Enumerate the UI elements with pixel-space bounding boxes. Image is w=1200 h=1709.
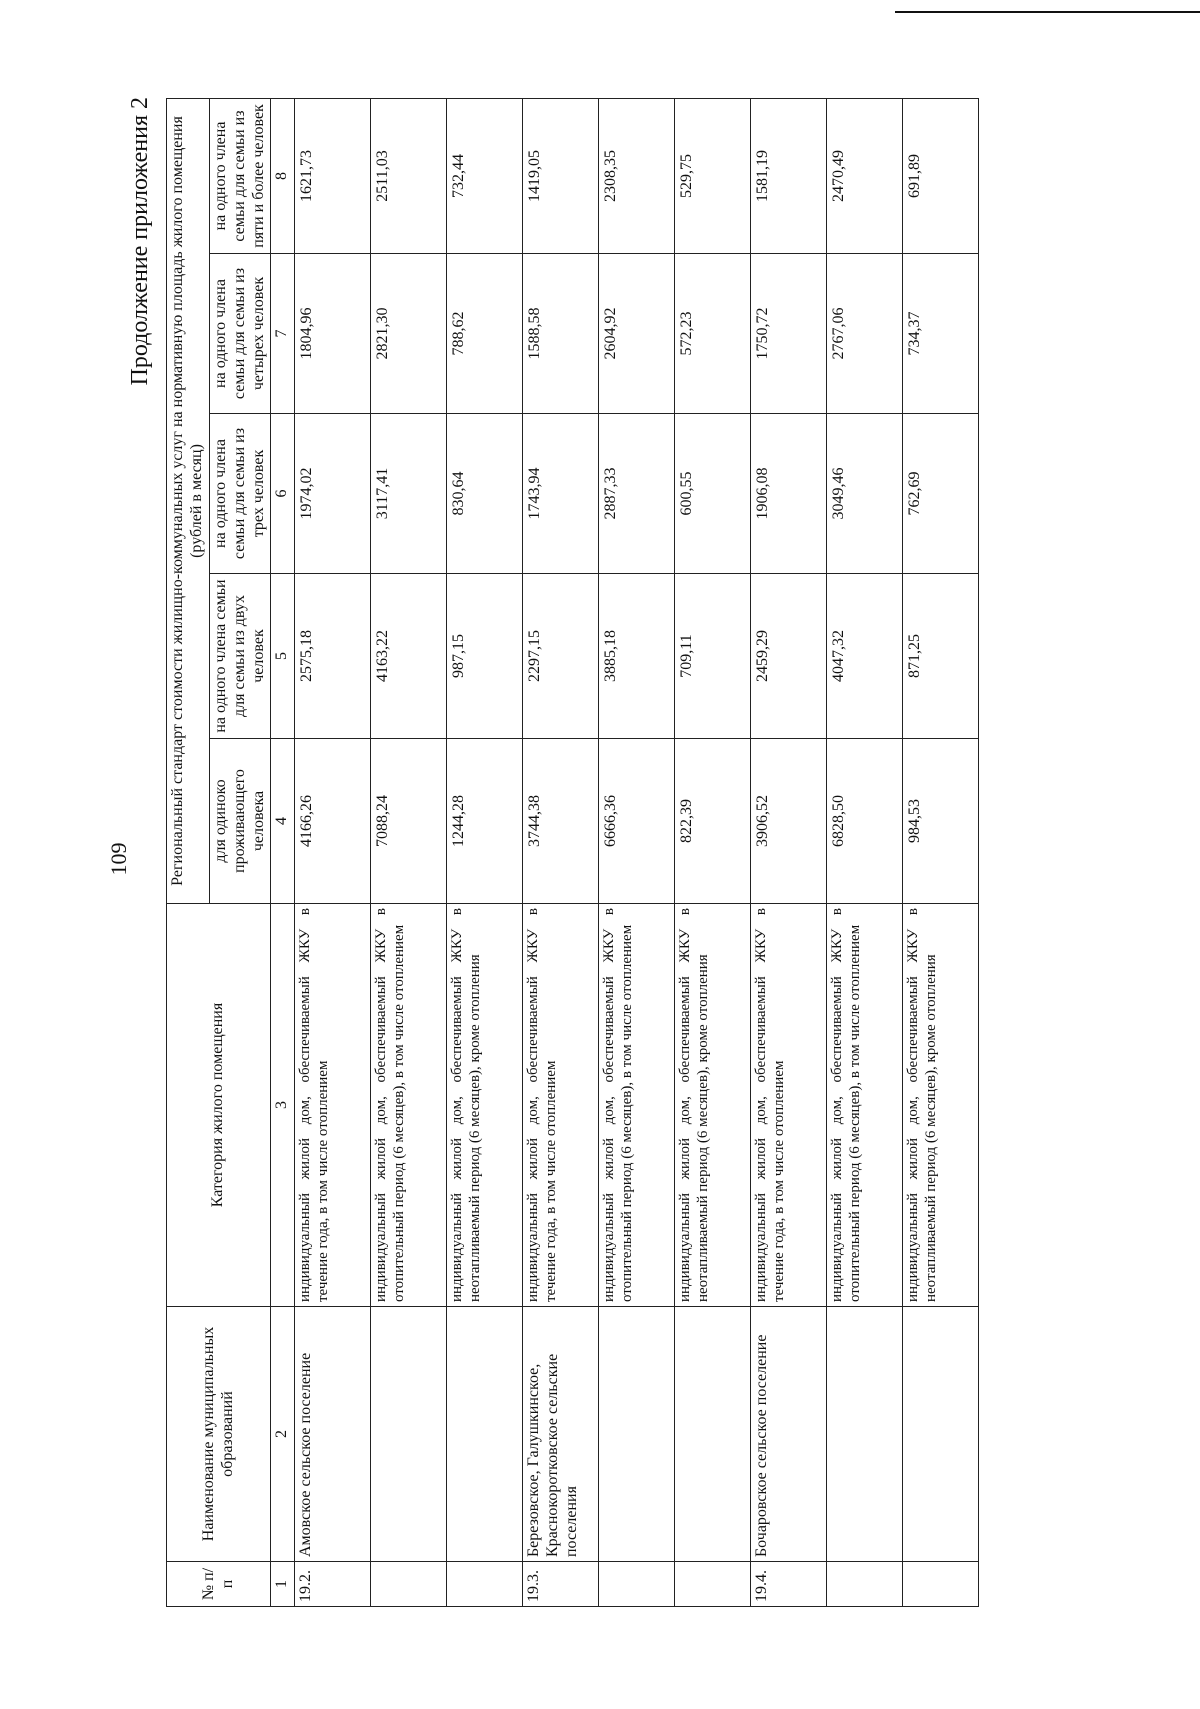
value-cell: 1974,02 bbox=[295, 414, 371, 574]
header-family-of-four: на одного члена семьи для семьи из четырех человек bbox=[209, 254, 271, 414]
value-cell: 529,75 bbox=[675, 98, 751, 253]
header-single-person: для одиноко проживающего человека bbox=[209, 739, 271, 904]
column-number: 2 bbox=[271, 1307, 295, 1562]
table-row bbox=[751, 98, 827, 1606]
value-cell: 1244,28 bbox=[447, 739, 523, 904]
category-cell: индивидуальный жилой дом, обеспечиваемый ЖКУ в течение года, в том числе отоплением bbox=[523, 904, 599, 1307]
value-cell: 2575,18 bbox=[295, 574, 371, 739]
value-cell: 6828,50 bbox=[827, 739, 903, 904]
column-number: 5 bbox=[271, 574, 295, 739]
value-cell: 984,53 bbox=[903, 739, 979, 904]
table-row bbox=[523, 98, 599, 1606]
value-cell: 830,64 bbox=[447, 414, 523, 574]
value-cell: 2887,33 bbox=[599, 414, 675, 574]
value-cell: 1581,19 bbox=[751, 98, 827, 253]
column-number: 4 bbox=[271, 739, 295, 904]
category-cell: индивидуальный жилой дом, обеспечиваемый ЖКУ в неотапливаемый период (6 месяцев), кроме отопления bbox=[903, 904, 979, 1307]
appendix-note: Продолжение приложения 2 bbox=[127, 97, 153, 386]
column-number: 1 bbox=[271, 1562, 295, 1607]
value-cell: 734,37 bbox=[903, 254, 979, 414]
value-cell: 1588,58 bbox=[523, 254, 599, 414]
category-cell: индивидуальный жилой дом, обеспечиваемый ЖКУ в отопительный период (6 месяцев), в том числе отоплением bbox=[827, 904, 903, 1307]
value-cell: 1419,05 bbox=[523, 98, 599, 253]
value-cell: 572,23 bbox=[675, 254, 751, 414]
value-cell: 2604,92 bbox=[599, 254, 675, 414]
value-cell: 2308,35 bbox=[599, 98, 675, 253]
header-family-of-three: на одного члена семьи для семьи из трех человек bbox=[209, 414, 271, 574]
category-cell: индивидуальный жилой дом, обеспечиваемый ЖКУ в неотапливаемый период (6 месяцев), кроме отопления bbox=[675, 904, 751, 1307]
category-cell: индивидуальный жилой дом, обеспечиваемый ЖКУ в течение года, в том числе отоплением bbox=[751, 904, 827, 1307]
value-cell: 2511,03 bbox=[371, 98, 447, 253]
header-family-of-two: на одного члена семьи для семьи из двух человек bbox=[209, 574, 271, 739]
column-number: 6 bbox=[271, 414, 295, 574]
category-cell: индивидуальный жилой дом, обеспечиваемый ЖКУ в отопительный период (6 месяцев), в том числе отоплением bbox=[599, 904, 675, 1307]
table-row bbox=[295, 98, 371, 1606]
column-number: 3 bbox=[271, 904, 295, 1307]
category-cell: индивидуальный жилой дом, обеспечиваемый ЖКУ в отопительный период (6 месяцев), в том числе отоплением bbox=[371, 904, 447, 1307]
category-cell: индивидуальный жилой дом, обеспечиваемый ЖКУ в неотапливаемый период (6 месяцев), кроме отопления bbox=[447, 904, 523, 1307]
value-cell: 4166,26 bbox=[295, 739, 371, 904]
value-cell: 762,69 bbox=[903, 414, 979, 574]
standards-table bbox=[166, 98, 979, 1607]
value-cell: 3906,52 bbox=[751, 739, 827, 904]
value-cell: 2459,29 bbox=[751, 574, 827, 739]
municipality-name: Березовское, Галушкинское, Краснокоротковское сельские поселения bbox=[523, 1307, 599, 1562]
value-cell: 3049,46 bbox=[827, 414, 903, 574]
table-row bbox=[903, 98, 979, 1606]
column-number: 7 bbox=[271, 254, 295, 414]
municipality-name: Бочаровское сельское поселение bbox=[751, 1307, 827, 1562]
value-cell: 2821,30 bbox=[371, 254, 447, 414]
value-cell: 2470,49 bbox=[827, 98, 903, 253]
municipality-name: Амовское сельское поселение bbox=[295, 1307, 371, 1562]
page-number: 109 bbox=[106, 842, 131, 876]
value-cell: 1621,73 bbox=[295, 98, 371, 253]
category-cell: индивидуальный жилой дом, обеспечиваемый ЖКУ в течение года, в том числе отоплением bbox=[295, 904, 371, 1307]
value-cell: 788,62 bbox=[447, 254, 523, 414]
value-cell: 3885,18 bbox=[599, 574, 675, 739]
header-category: Категория жилого помещения bbox=[167, 904, 271, 1307]
value-cell: 732,44 bbox=[447, 98, 523, 253]
value-cell: 822,39 bbox=[675, 739, 751, 904]
row-number: 19.3. bbox=[523, 1562, 599, 1607]
value-cell: 2767,06 bbox=[827, 254, 903, 414]
header-standard-group: Региональный стандарт стоимости жилищно-коммунальных услуг на нормативную площадь жилого помещения (рублей в месяц) bbox=[167, 98, 210, 903]
value-cell: 1743,94 bbox=[523, 414, 599, 574]
row-number: 19.2. bbox=[295, 1562, 371, 1607]
value-cell: 3744,38 bbox=[523, 739, 599, 904]
value-cell: 6666,36 bbox=[599, 739, 675, 904]
value-cell: 1906,08 bbox=[751, 414, 827, 574]
value-cell: 1804,96 bbox=[295, 254, 371, 414]
value-cell: 3117,41 bbox=[371, 414, 447, 574]
value-cell: 987,15 bbox=[447, 574, 523, 739]
table-row bbox=[447, 98, 523, 1606]
value-cell: 709,11 bbox=[675, 574, 751, 739]
table-row bbox=[371, 98, 447, 1606]
value-cell: 2297,15 bbox=[523, 574, 599, 739]
header-municipality: Наименование муниципальных образований bbox=[167, 1307, 271, 1562]
value-cell: 4163,22 bbox=[371, 574, 447, 739]
table-row bbox=[827, 98, 903, 1606]
value-cell: 4047,32 bbox=[827, 574, 903, 739]
value-cell: 691,89 bbox=[903, 98, 979, 253]
header-number: № п/п bbox=[167, 1562, 271, 1607]
value-cell: 871,25 bbox=[903, 574, 979, 739]
table-row bbox=[675, 98, 751, 1606]
table-row bbox=[599, 98, 675, 1606]
value-cell: 1750,72 bbox=[751, 254, 827, 414]
column-number: 8 bbox=[271, 98, 295, 253]
header-family-of-five: на одного члена семьи для семьи из пяти и более человек bbox=[209, 98, 271, 253]
value-cell: 600,55 bbox=[675, 414, 751, 574]
row-number: 19.4. bbox=[751, 1562, 827, 1607]
value-cell: 7088,24 bbox=[371, 739, 447, 904]
